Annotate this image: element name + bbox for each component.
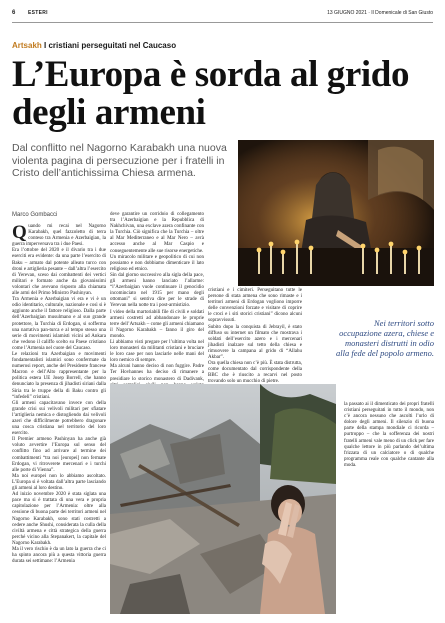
header-rule: [12, 22, 433, 23]
article-column-1: [12, 224, 106, 614]
paragraph: Era l’ottobre del 2020 e il divario tra i due eserciti era evidente: da una parte l’esercito di Baku – armato dal potente alleato turco con droni e artiglieria pesante – dall’altra l’esercito di Yerevan, sceso dai combattenti dei vertici militari e formato anche da giovanissimi volontari che avevano risposto alla chiamata alle armi del Primo Ministro Pashinyan.: [12, 248, 106, 297]
church-candles-illustration: [238, 140, 434, 286]
drop-cap: Q: [12, 222, 27, 243]
paragraph: Ad inizio novembre 2020 è stata siglata una pace ma si è trattata di una vera e propria capitolazione per l’Armenia: oltre alla cessione di buona parte dei territori armeni nel Nagorno Karabakh, sono stati costretti a cedere anche Shushi, considerata la culla della civiltà armena e città strategica della guerra perché vicino alla Stepanakert, la capitale del Nagorno Karabakh.: [12, 492, 106, 546]
paragraph: Ora quella chiesa non c’è più. È stata distrutta, come documentato dal corrispondente della BBC che è riuscito a recarvi nel posto trovando solo un mucchio di pietre.: [208, 361, 302, 385]
paragraph: Ma il vero rischio è da un lato la guerra che ci ha spinto ancora più a questa vittoria guerra durata sei settimane: l’Armenia: [12, 546, 106, 565]
paragraph: uando mi recai nel Nagorno Karabakh, quel fazzoletto di terra conteso tra Armenia e Azerbaigian, la guerra imperversava tra i due Paesi.: [12, 224, 106, 248]
child-rubble-illustration: [110, 384, 336, 614]
paragraph: Ma alcuni hanno deciso di non fuggire. Padre Ter Hovhannes ha deciso di rimanere a presidiare lo storico monastero di Dadivank,: [110, 364, 204, 382]
paragraph: Subito dopo la conquista di Jebrayil, è stato diffuso su internet un filmato che mostrava i soldati dell’esercito azero e i mercenari jihadisti inalzare sul tetto della chiesa e rimuovere la campana al grido di “Allahu Akbar”.: [208, 324, 302, 361]
paragraph: deve garantire un corridoio di collegamento tra l’Azerbaigian e la Repubblica di Nakhchivan, una exclave azera confinante con la Turchia. Ciò significa che la Turchia – oltre al Mar Mediterraneo e al Mar Nero – avrà accesso anche al Mar Caspio e conseguentemente alle sue risorse energetiche.: [110, 212, 204, 254]
page-number: 6: [12, 10, 16, 16]
paragraph: Sin dal giorno successivo alla sigla della pace, gli armeni hanno lanciato l’allarme: “l’Azerbaigian vuole continuare il genocidio incominciato nel 1915 per mano degli ottomani” si sentiva dire per le strade di Yerevan nella notte tra i post-armistizio.: [110, 272, 204, 309]
paragraph: Gli armeni capacitavano invece con della grande crisi sui velivoli militari per sfiatare l’artiglieria nemica e distogliendo dai velivoli azeri che difficilmente potrebbero dragonare una cosca cristiana nel territorio del loro esercito.: [12, 400, 106, 437]
paragraph: la passato ai il dimenticato dei propri fratelli cristiani perseguitati in tutto il mondo, non c’è ancora nessuno che ascolti l’urlo di dolore degli armeni. Il silenzio di buona parte della stampa mondiale ci ricorda – purtroppo – che la sofferenza dei nostri fratelli armeni vale meno di un click per fare qualche lettore in più parlando del’ultima frizzata di un calciatore o di qualche programma reale con qualche cantante alla moda.: [344, 402, 434, 468]
page-header: [12, 10, 433, 20]
paragraph: Il Premier armeno Pashinyan ha anche già voluto avvertire l’Europa sul senso del conflitto fino ad arrivare al termine dei combattimenti “tra noi [europei] non fermate Erdogan, vi ritroverete mercenari e i turchi alle porte di Vienna”.: [12, 437, 106, 473]
paragraph: Tra Armenia e Azerbaigian vi era e vi è un odio identitario, culturale, nazionale e così si è aggiunto anche il fattore religioso. Dalla parte dell’Azerbaigian musulmano e al suo grande protettore, la Turchia di Erdogan, si sofferma una narrativa pan-turca e al tempo stesso una serie di movimenti islamisti vicini ad Ankara che vedono il califfo scelto su Paese cristiano come l’Armenia nel cuore del Caucaso.: [12, 297, 106, 351]
article-column-2: [110, 212, 204, 380]
photo-church-candles: [238, 140, 434, 286]
paragraph: Un miracolo militare e geopolitico di cui non possiamo e non dobbiamo dimenticare il lato religioso ed etnico.: [110, 254, 204, 272]
kicker: [12, 41, 176, 50]
paragraph: I video della martoriabili file di civili e soldati armeni costretti ad abbandonare le proprie terre dell’Artsakh – come gli armeni chiamano il Nagorno Karabakh – fanno il giro del mondo.: [110, 309, 204, 339]
kicker-topic: I cristiani perseguitati nel Caucaso: [44, 41, 177, 50]
headline: L’Europa è sorda al grido degli armeni: [12, 54, 410, 133]
pull-quote: Nei territori sotto occupazione azera, chiese e monasteri distrutti in odio alla fede del popolo armeno.: [336, 318, 434, 358]
article-column-4: [344, 402, 434, 502]
article-column-3: [208, 288, 302, 385]
byline: Marco Gombacci: [12, 212, 58, 218]
issue-date: 13 GIUGNO 2021 · Il Domenicale di San Giusto: [327, 10, 433, 16]
section-label: ESTERI: [28, 10, 48, 16]
paragraph: cristiani e i cimiteri. Perseguitano tutte le persone di stata armena che sono rimaste e i territori armeni di Erdogan vogliono imporre delle convenzioni forzate e visitare di coprire le croci e i siti storici cristiani” dicono alcuni sopravvissuti.: [208, 288, 302, 324]
kicker-region: Artsakh: [12, 41, 42, 50]
paragraph: Li abbiamo visti pregare per l’ultima volta nel loro monasteri da militanti cristiani e bruciare le loro case per non lasciarle nelle mani del loro nemico di sempre.: [110, 339, 204, 364]
paragraph: Le relazioni tra Azerbaigian e movimenti fondamentalisti islamici sono confermate da numerosi report, anche del Presidente francese Macron e dell’Alto rappresentante per la politica estera UE Josep Borrell, che hanno denunciato la presenza di jihadisti siriani dalla Siria tra le truppe della di Baku contro gli “infedeli” cristiani.: [12, 351, 106, 400]
paragraph: Ma noi europei non lo abbiamo ascoltato. L’Europa si è voltata dall’altra parte lasciando gli armeni al loro destino.: [12, 473, 106, 492]
photo-child-rubble: [110, 384, 336, 614]
subheadline: Dal conflitto nel Nagorno Karabakh una nuova violenta pagina di persecuzione per i fratelli in Cristo dell’antichissima Chiesa armena.: [12, 142, 227, 179]
